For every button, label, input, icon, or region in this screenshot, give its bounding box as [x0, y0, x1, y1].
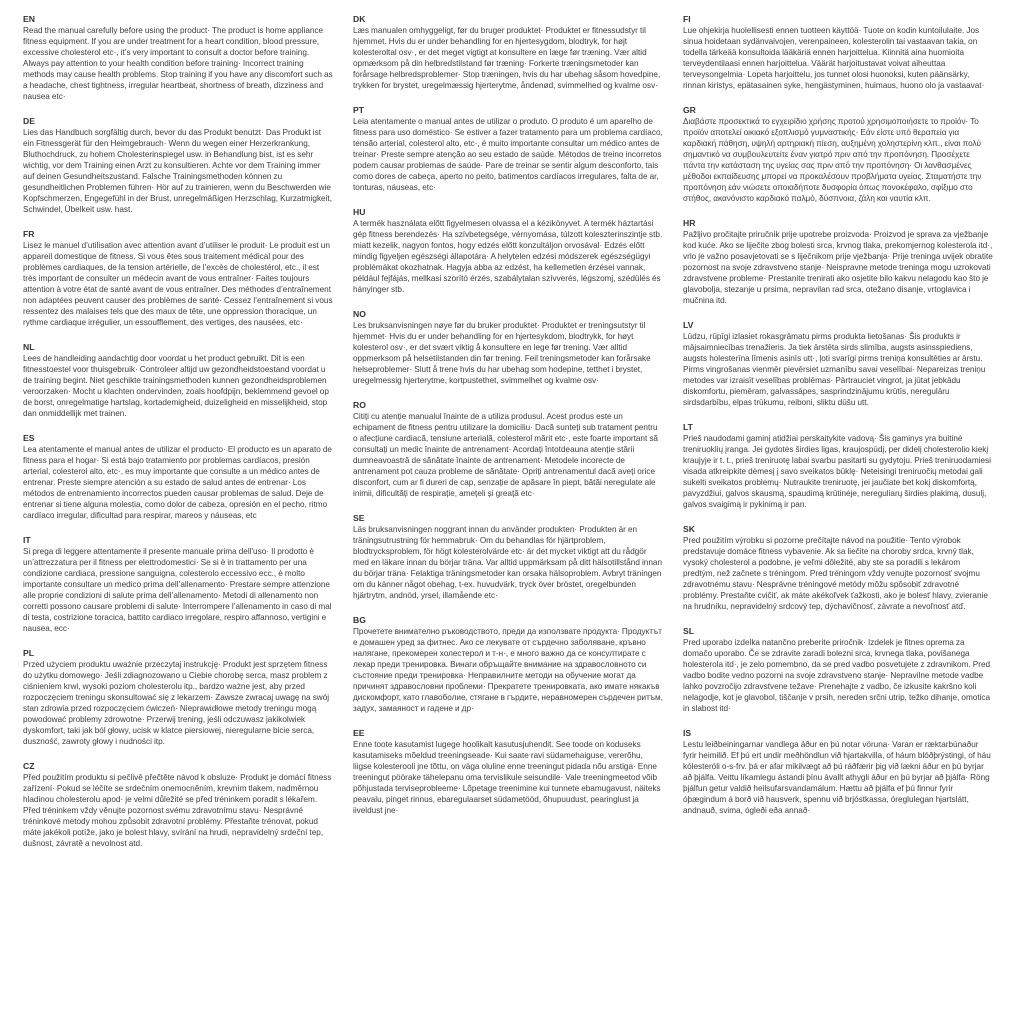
- language-section-hr: [683, 218, 993, 306]
- language-section-se: [353, 513, 663, 601]
- language-section-sl: [683, 626, 993, 714]
- language-code-heading: LV: [683, 320, 694, 330]
- language-warning-text: Διαβάστε προσεκτικά το εγχειρίδιο χρήσης προτού χρησιμοποιήσετε το προϊόν· Το προϊόν αποτελεί οικιακό εξοπλισμό γυμναστικής· Εάν είστε υπό θεραπεία για καρδιακή πάθηση, υψηλή αρτηριακή πίεση, αυξημένη χοληστερίνη κλπ., είναι πολύ σημαντικό να συμβουλευτείτε έναν γιατρό πριν από την προπόνηση. Προσέχετε πάντα την κατάσταση της υγείας σας πριν από την προπόνηση· Οι λανθασμένες μέθοδοι εκπαίδευσης μπορεί να προκαλέσουν προβλήματα υγείας. Σταματήστε την προπόνηση εάν νιώσετε οποιαδήποτε δυσφορία όπως πονοκέφαλο, σφίξιμο στο στήθος, ακανόνιστο καρδιακό παλμό, δύσπνοια, ζάλη και ναυτία κλπ.: [683, 117, 982, 203]
- language-warning-text: Enne toote kasutamist lugege hoolikalt kasutusjuhendit. See toode on koduseks kasutamiseks mõeldud treeningseade· Kui saate ravi südamehaiguse, vererõhu, liigse kolesterooli jne tõttu, on väga oluline enne treeningut pidada nõu arstiga· Enne treeningut pöörake tähelepanu oma tervislikule seisundile· Vale treeningmeetod võib põhjustada terviseprobleeme· Lõpetage treenimine kui tunnete ebamugavust, näiteks peavalu, pinget rinnus, ebaregulaarset südametööd, õhupuudust, pearinglust ja iiveldust jne·: [353, 740, 661, 815]
- language-warning-text: Les bruksanvisningen nøye før du bruker produktet· Produktet er treningsutstyr til hjemmet· Hvis du er under behandling for en hjertesykdom, blodtrykk, for høyt kolesterol osv·, er det svært viktig å konsultere en lege før trening. Vær alltid oppmerksom på helsetilstanden din før trening. Feil treningsmetoder kan forårsake helseproblemer· Slutt å trene hvis du har ubehag som hodepine, tetthet i brystet, uregelmessig hjerterytme, kortpustethet, svimmelhet og kvalme osv·: [353, 321, 651, 385]
- language-section-pl: [23, 648, 333, 747]
- language-code-heading: DK: [353, 14, 366, 24]
- language-warning-text: Před použitím produktu si pečlivě přečtěte návod k obsluze· Produkt je domácí fitness zařízení· Pokud se léčíte se srdečním onemocněním, krevním tlakem, nadměrnou hladinou cholesterolu apod· je velmi důležité se před tréninkem poradit s lékařem. Před tréninkem vždy věnujte pozornost svému zdravotnímu stavu· Nesprávné tréninkové metody mohou způsobit zdravotní problémy. Přestaňte trénovat, pokud máte jakékoli potíže, jako je bolest hlavy, svírání na hrudi, nepravidelný srdeční tep, dušnost, závratě a nevolnost atd.: [23, 773, 332, 848]
- language-warning-text: Lies das Handbuch sorgfältig durch, bevor du das Produkt benutzt· Das Produkt ist ein Fitnessgerät für den Heimgebrauch· Wenn du wegen einer Herzerkrankung, Bluthochdruck, zu hohem Cholesterinspiegel usw. in Behandlung bist, ist es sehr wichtig, vor dem Training einen Arzt zu konsultieren. Achte vor dem Training immer auf deinen Gesundheitszustand. Falsche Trainingsmethoden können zu gesundheitlichen Problemen führen· Hör auf zu trainieren, wenn du Beschwerden wie Kopfschmerzen, Engegefühl in der Brust, unregelmäßigen Herzschlag, Kurzatmigkeit, Schwindel, Übelkeit usw. hast.: [23, 128, 332, 214]
- language-warning-text: Lestu leiðbeiningarnar vandlega áður en þú notar vöruna· Varan er ræktarbúnaður fyrir heimilið. Ef þú ert undir meðhöndlun við hjartakvilla, of háum blóðþrýstingi, of háu kólesteróli o-s-frv. þá er afar mikilvægt að þú ráðfærir þig við lækni áður en þú byrjar að þjálfa. Veittu líkamlegu ástandi þínu ávallt athygli áður en þú byrjar að þjálfa· Röng þjálfun getur valdið heilsufarsvandamálum. Hættu að þjálfa ef þú finnur fyrir óþægindum á borð við hausverk, spennu við brjóstkassa, óreglulegan hjartslátt, andnauð, svima, ógleði eða annað·: [683, 740, 991, 815]
- column-2: [353, 14, 663, 863]
- language-warning-text: Si prega di leggere attentamente il presente manuale prima dell'uso· Il prodotto è un’attrezzatura per il fitness per elettrodomestici· Se si è in trattamento per una condizione cardiaca, pressione sanguigna, colesterolo eccessivo ecc., è molto importante consultare un medico prima dell’allenamento· Prestare sempre attenzione alle proprie condizioni di salute prima dell’allenamento· Metodi di allenamento non corretti possono causare problemi di salute· Interrompere l’allenamento in caso di mal di testa, costrizione toracica, battito cardiaco irregolare, respiro affannoso, vertigini e nausea, ecc·: [23, 547, 332, 633]
- language-section-fi: [683, 14, 993, 91]
- language-warning-text: Przed użyciem produktu uważnie przeczytaj instrukcję· Produkt jest sprzętem fitness do użytku domowego· Jeśli zdiagnozowano u Ciebie chorobę serca, masz problem z ciśnieniem krwi, wysoki poziom cholesterolu itp., bardzo ważne jest, aby przed rozpoczęciem treningu skonsultować się z lekarzem· Zawsze zwracaj uwagę na swój stan zdrowia przed rozpoczęciem ćwiczeń· Nieprawidłowe metody treningu mogą powodować problemy zdrowotne· Przerwij trening, jeśli odczuwasz jakikolwiek dyskomfort, taki jak ból głowy, ucisk w klatce piersiowej, nieregularne bicie serca, duszność, zawroty głowy i nudności itp.: [23, 660, 330, 746]
- language-code-heading: EN: [23, 14, 35, 24]
- language-code-heading: BG: [353, 615, 366, 625]
- language-code-heading: SL: [683, 626, 694, 636]
- language-code-heading: IT: [23, 535, 31, 545]
- language-section-de: [23, 116, 333, 215]
- language-code-heading: HR: [683, 218, 696, 228]
- language-warning-text: Pred použitím výrobku si pozorne prečítajte návod na použitie· Tento výrobok predstavuje domáce fitness vybavenie. Ak sa liečite na choroby srdca, krvný tlak, vysoký cholesterol a podobne, je veľmi dôležité, aby ste sa poradili s lekárom predtým, než začnete s tréningom. Pred tréningom vždy venujte pozornosť svojmu zdravotnému stavu· Nesprávne tréningové metódy môžu spôsobiť zdravotné problémy. Prestaňte cvičiť, ak máte akékoľvek ťažkosti, ako je bolesť hlavy, zvieranie na hrudníku, nepravidelný srdcový tep, dýchavičnosť, závrate a nevoľnosť atď.: [683, 536, 988, 611]
- language-section-it: [23, 535, 333, 634]
- language-code-heading: SE: [353, 513, 365, 523]
- language-warning-text: Pred uporabo izdelka natančno preberite priročnik· Izdelek je fitnes oprema za domačo uporabo. Če se zdravite zaradi bolezni srca, krvnega tlaka, povišanega holesterola itd·, je zelo pomembno, da se pred vadbo posvetujete z zdravnikom. Pred vadbo bodite vedno pozorni na svoje zdravstveno stanje· Nepravilne metode vadbe lahko povzročijo zdravstvene težave· Prenehajte z vadbo, če izkusite kakršno koli nelagodje, kot je glavobol, tiščanje v prsih, nereden srčni utrip, težko dihanje, omotica in slabost itd·: [683, 638, 991, 713]
- language-warning-text: Lūdzu, rūpīgi izlasiet rokasgrāmatu pirms produkta lietošanas· Šis produkts ir mājsaimniecības trenažieris. Ja tiek ārstēta sirds slimība, augsts asinsspiediens, augsts holesterīna līmenis asinīs utt·, ļoti svarīgi pirms treniņa konsultēties ar ārstu. Pirms vingrošanas vienmēr pievērsiet uzmanību savai veselībai· Nepareizas treniņu metodes var izraisīt veselības problēmas· Pārtrauciet vingrot, ja jūtat jebkādu diskomfortu, piemēram, galvassāpes, sasprindzinājumu krūtīs, neregulāru sirdsdarbību, elpas trūkumu, reiboni, sliktu dūšu utt.: [683, 332, 986, 407]
- language-section-gr: [683, 105, 993, 204]
- column-3: [683, 14, 993, 863]
- language-code-heading: PL: [23, 648, 34, 658]
- language-code-heading: FI: [683, 14, 691, 24]
- language-code-heading: GR: [683, 105, 696, 115]
- language-warning-text: Прочетете внимателно ръководството, преди да използвате продукта· Продуктът е домашен уред за фитнес. Ако се лекувате от сърдечно заболяване, кръвно налягане, прекомерен холестерол и т-н·, е много важно да се консултирате с лекар преди тренировка. Винаги обръщайте внимание на здравословното си състояние преди тренировка· Неправилните методи на обучение могат да причинят здравословни проблеми· Прекратете тренировката, ако имате някакъв дискомфорт, като главоболие, стягане в гърдите, неравномерен сърдечен ритъм, задух, замаяност и гадене и др·: [353, 627, 663, 713]
- language-section-no: [353, 309, 663, 386]
- column-1: [23, 14, 333, 863]
- language-warning-text: Pažljivo pročitajte priručnik prije upotrebe proizvoda· Proizvod je sprava za vježbanje kod kuće. Ako se liječite zbog bolesti srca, krvnog tlaka, prekomjernog kolesterola itd·, vrlo je važno posavjetovati se s liječnikom prije vježbanja· Prije treninga uvijek obratite pozornost na svoje zdravstveno stanje· Neispravne metode treninga mogu uzrokovati zdravstvene probleme· Prestanite trenirati ako osjetite bilo kakvu nelagodu kao što je glavobolja, stezanje u prsima, nepravilan rad srca, otežano disanje, vrtoglavica i mučnina itd.: [683, 230, 993, 305]
- language-warning-text: Citiți cu atenție manualul înainte de a utiliza produsul. Acest produs este un echipament de fitness pentru utilizare la domiciliu· Dacă sunteți sub tratament pentru o afecțiune cardiacă, tensiune arterială, colesterol mărit etc·, este foarte important să consultați un medic înainte de antrenament· Acordați întotdeauna atenție stării dumneavoastră de sănătate înainte de antrenament· Metodele incorecte de antrenament pot cauza probleme de sănătate· Opriți antrenamentul dacă aveți orice disconfort, cum ar fi dureri de cap, senzație de apăsare în piept, bătăi neregulate ale inimii, dificultăți de respirație, amețeli și greață etc·: [353, 412, 658, 498]
- language-code-heading: EE: [353, 728, 365, 738]
- language-code-heading: FR: [23, 229, 35, 239]
- language-code-heading: PT: [353, 105, 364, 115]
- language-code-heading: ES: [23, 433, 35, 443]
- language-warning-text: Prieš naudodami gaminį atidžiai perskaitykite vadovą· Šis gaminys yra buitinė treniruoklių įranga. Jei gydotės širdies ligas, kraujospūdį, per didelį cholesterolio kiekį kraujyje ir t. t., prieš treniruotę labai svarbu pasitarti su gydytoju. Prieš treniruodamiesi visada atkreipkite dėmesį į savo sveikatos būklę· Neteisingi treniruočių metodai gali sukelti sveikatos problemų· Nutraukite treniruotę, jei jaučiate bet kokį diskomfortą, pavyzdžiui, galvos skausmą, spaudimą krūtinėje, nereguliarų širdies plakimą, dusulį, galvos svaigimą ir pykinimą ir pan.: [683, 434, 991, 509]
- language-section-es: [23, 433, 333, 521]
- language-warning-text: Read the manual carefully before using the product· The product is home appliance fitness equipment. If you are under treatment for a heart condition, blood pressure, excessive cholesterol etc·, it’s very important to consult a doctor before training. Always pay attention to your health condition before training· Incorrect training methods may cause health problems. Stop training if you have any discomfort such as a headache, chest tightness, irregular heartbeat, shortness of breath, dizziness and nausea etc·: [23, 26, 333, 101]
- language-section-fr: [23, 229, 333, 328]
- language-code-heading: SK: [683, 524, 695, 534]
- language-section-hu: [353, 207, 663, 295]
- language-code-heading: IS: [683, 728, 692, 738]
- language-warning-text: A termék használata előtt figyelmesen olvassa el a kézikönyvet. A termék háztartási gép fitness berendezés· Ha szívbetegsége, vérnyomása, túlzott koleszterinszintje stb. miatt kezelik, nagyon fontos, hogy edzés előtt konzultáljon orvosával· Edzés előtt mindig figyeljen egészségi állapotára· A helytelen edzési módszerek egészségügyi problémákat okozhatnak. Hagyja abba az edzést, ha kellemetlen érzései vannak, például fejfájás, mellkasi szorító érzés, szabálytalan szívverés, légszomj, szédülés és hányinger stb.: [353, 219, 663, 294]
- language-section-lv: [683, 320, 993, 408]
- language-section-cz: [23, 761, 333, 849]
- language-section-is: [683, 728, 993, 816]
- language-section-sk: [683, 524, 993, 612]
- language-warning-text: Lue ohjekirja huolellisesti ennen tuotteen käyttöä· Tuote on kodin kuntoilulaite. Jos sinua hoidetaan sydänvaivojen, verenpaineen, kolesterolin tai vastaavan takia, on todella tärkeää konsultoida lääkäriä ennen harjoittelua. Kiinnitä aina huomioita terveydentilaasi ennen harjoittelua. Väärät harjoitustavat voivat aiheuttaa terveysongelmia· Lopeta harjoittelu, jos tunnet olosi huonoksi, kuten päänsärky, rinnan kiristys, epätasainen syke, hengästyminen, huimaus, huono olo ja vastaavat·: [683, 26, 985, 90]
- language-section-bg: [353, 615, 663, 714]
- language-warning-text: Læs manualen omhyggeligt, før du bruger produktet· Produktet er fitnessudstyr til hjemmet. Hvis du er under behandling for en hjertesygdom, blodtryk, for højt kolesteroltal osv·, er det meget vigtigt at konsultere en læge før træning. Vær altid opmærksom på din helbredstilstand før træning· Forkerte træningsmetoder kan forårsage helbredsproblemer· Stop træningen, hvis du har ubehag såsom hovedpine, trykken for brystet, uregelmæssig hjerterytme, åndenød, svimmelhed og kvalme osv·: [353, 26, 661, 90]
- language-warning-text: Läs bruksanvisningen noggrant innan du använder produkten· Produkten är en träningsutrustning för hemmabruk· Om du behandlas för hjärtproblem, blodtrycksproblem, för högt kolesterolvärde etc· är det mycket viktigt att du rådgör med en läkare innan du börjar träna. Var alltid uppmärksam på ditt hälsotillstånd innan du börjar träna· Felaktiga träningsmetoder kan orsaka hälsoproblem. Avbryt träningen om du känner något obehag, t-ex. huvudvärk, tryck över bröstet, oregelbunden hjärtrytm, andnöd, yrsel, illamående etc·: [353, 525, 663, 600]
- language-code-heading: HU: [353, 207, 366, 217]
- language-section-lt: [683, 422, 993, 510]
- language-section-ee: [353, 728, 663, 816]
- language-code-heading: NO: [353, 309, 366, 319]
- language-section-ro: [353, 400, 663, 499]
- language-code-heading: RO: [353, 400, 366, 410]
- language-code-heading: LT: [683, 422, 693, 432]
- language-section-pt: [353, 105, 663, 193]
- language-code-heading: DE: [23, 116, 35, 126]
- language-code-heading: CZ: [23, 761, 35, 771]
- language-warning-text: Lea atentamente el manual antes de utilizar el producto· El producto es un aparato de fitness para el hogar· Si está bajo tratamiento por problemas cardíacos, presión arterial, colesterol alto, etc·, es muy importante que consulte a un médico antes de entrenar. Preste siempre atención a su estado de salud antes de entrenar· Los métodos de entrenamiento incorrectos pueden causar problemas de salud. Deje de entrenar si tiene alguna molestia, como dolor de cabeza, opresión en el pecho, ritmo cardíaco irregular, dificultad para respirar, mareos y náuseas, etc: [23, 445, 332, 520]
- language-warning-text: Lees de handleiding aandachtig door voordat u het product gebruikt. Dit is een fitnesstoestel voor thuisgebruik· Controleer altijd uw gezondheidstoestand voordat u de training begint. Niet geschikte trainingsmethoden kunnen gezondheidsproblemen veroorzaken· Mocht u klachten ondervinden, zoals hoofdpijn, beklemmend gevoel op de borst, onregelmatige hartslag, kortademigheid, duizeligheid en misselijkheid, stop dan onmiddellijk met trainen.: [23, 354, 329, 418]
- language-code-heading: NL: [23, 342, 35, 352]
- language-section-en: [23, 14, 333, 102]
- language-warning-text: Leia atentamente o manual antes de utilizar o produto. O produto é um aparelho de fitness para uso doméstico· Se estiver a fazer tratamento para um problema cardíaco, tensão arterial, colesterol alto, etc·, é muito importante consultar um médico antes de treinar· Preste sempre atenção ao seu estado de saúde. Métodos de treino incorretos podem causar problemas de saúde· Pare de treinar se sentir algum desconforto, tais como dores de cabeça, aperto no peito, batimentos cardíacos irregulares, falta de ar, tonturas, náuseas, etc·: [353, 117, 663, 192]
- language-section-dk: [353, 14, 663, 91]
- language-warning-text: Lisez le manuel d’utilisation avec attention avant d’utiliser le produit· Le produit est un appareil domestique de fitness. Si vous êtes sous traitement médical pour des problèmes cardiaques, de la tension artérielle, de l’excès de cholestérol, etc., il est très important de consulter un médecin avant de vous entraîner· Faites toujours attention à votre état de santé avant de vous entraîner. Des méthodes d’entraînement non adaptées peuvent causer des problèmes de santé· Cessez l’entraînement si vous ressentez des malaises tels que des maux de tête, une oppression thoracique, un rythme cardiaque irrégulier, un essoufflement, des vertiges, des nausées, etc·: [23, 241, 333, 327]
- language-section-nl: [23, 342, 333, 419]
